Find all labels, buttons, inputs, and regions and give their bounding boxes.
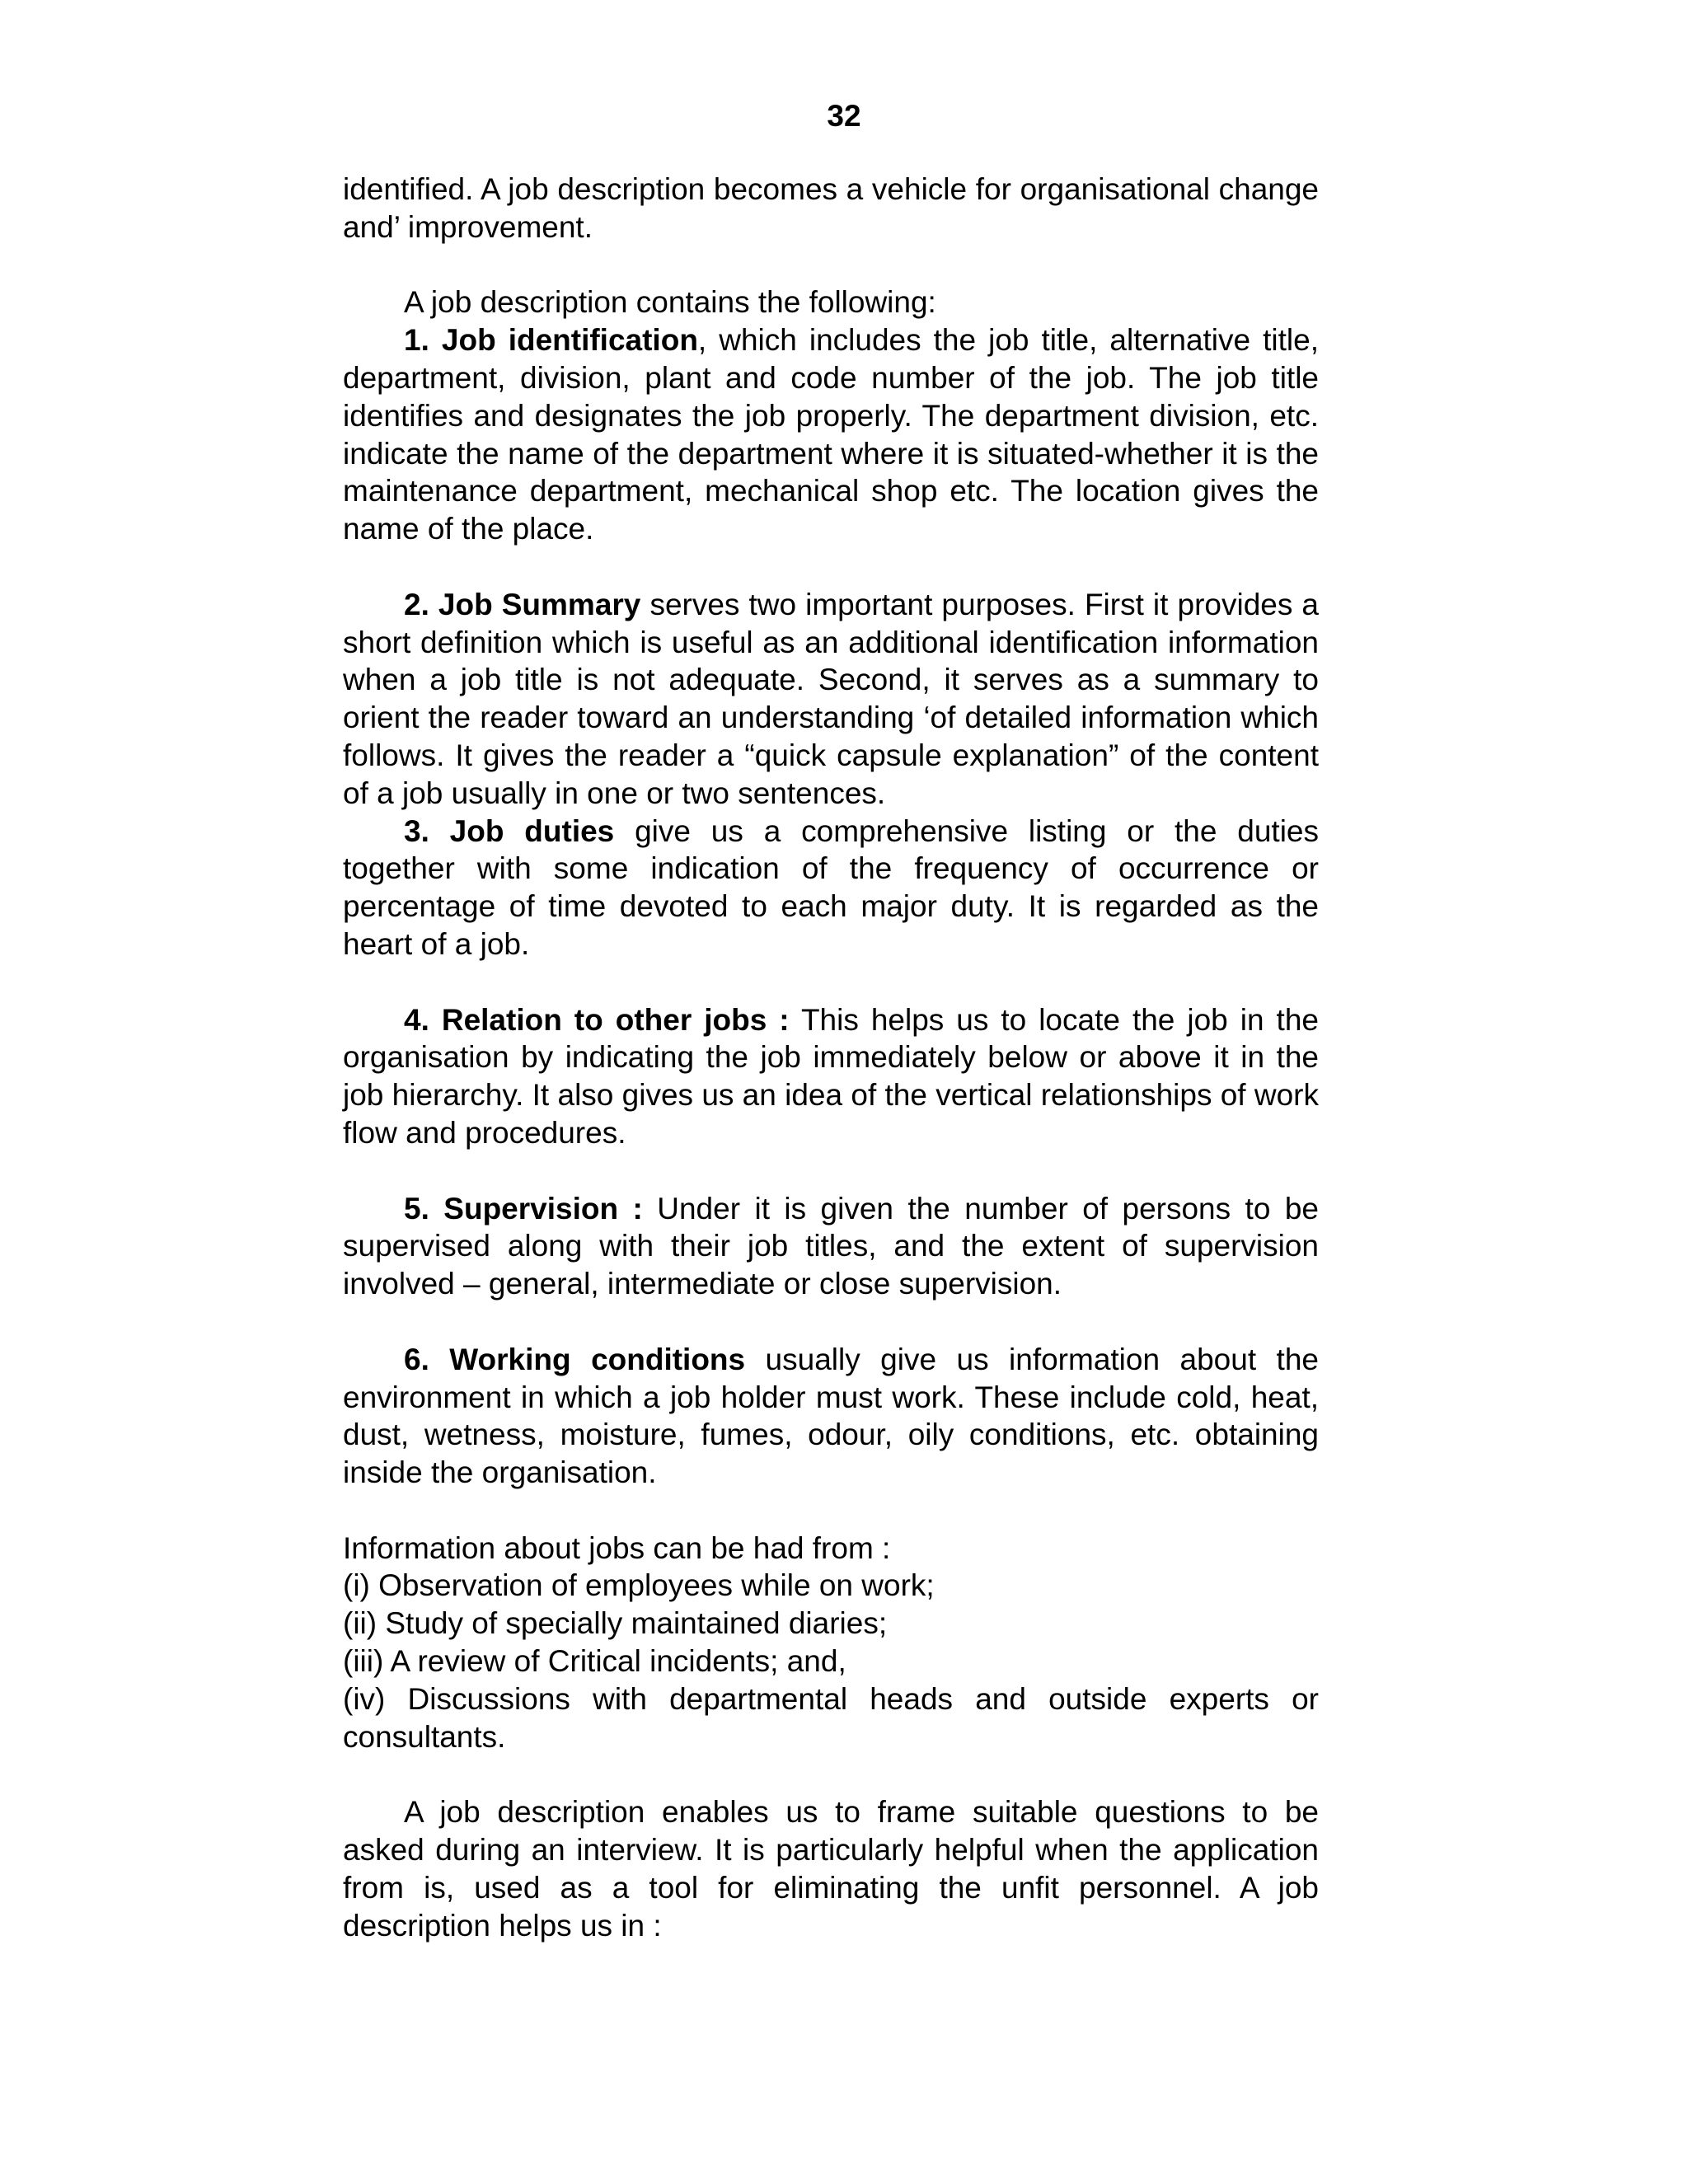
item-relation-to-other-jobs — [343, 1001, 1319, 1152]
paragraph-gap — [343, 1152, 1319, 1190]
item-text: This helps us to locate the job in the organisation by indicating the job immediately below or above it in the job hierarchy. It also gives us an idea of the vertical relationships of work flow and procedures. — [343, 1002, 1319, 1150]
paragraph-gap — [343, 1492, 1319, 1530]
item-job-identification — [343, 321, 1319, 548]
paragraph-contents-intro: A job description contains the following: — [404, 285, 936, 320]
paragraph-gap — [343, 1303, 1319, 1341]
item-supervision — [343, 1190, 1319, 1303]
paragraph-closing: A job description enables us to frame suitable questions to be asked during an interview. It is particularly helpful when the application from is, used as a tool for eliminating the unfit personnel. A job description helps us in : — [343, 1795, 1319, 1943]
item-working-conditions — [343, 1341, 1319, 1492]
item-heading: 6. Working conditions — [404, 1342, 746, 1376]
paragraph-gap — [343, 548, 1319, 586]
item-text: , which includes the job title, alternative title, department, division, plant and code number of the job. The job title identifies and designates the job properly. The department division, etc. indicate the name of the department where it is situated-whether it is the maintenance department, mechanical shop etc. The location gives the name of the place. — [343, 323, 1319, 546]
sources-intro: Information about jobs can be had from : — [343, 1530, 891, 1565]
item-heading: 1. Job identification — [404, 323, 698, 358]
page-body — [343, 171, 1319, 1944]
paragraph-gap — [343, 1755, 1319, 1793]
paragraph-gap — [343, 246, 1319, 284]
sources-list-item: (iii) A review of Critical incidents; and, — [343, 1644, 846, 1679]
paragraph-gap — [343, 963, 1319, 1001]
item-job-duties — [343, 813, 1319, 963]
paragraph-intro-continuation: identified. A job description becomes a vehicle for organisational change and’ improvement. — [343, 172, 1319, 244]
item-text: Under it is given the number of persons to be supervised along with their job titles, and the extent of supervision involved – general, intermediate or close supervision. — [343, 1191, 1320, 1301]
item-heading: 5. Supervision : — [404, 1191, 643, 1226]
page-number: 32 — [827, 99, 861, 133]
item-job-summary — [343, 586, 1319, 813]
sources-list-item: (i) Observation of employees while on work; — [343, 1568, 935, 1603]
item-text: serves two important purposes. First it provides a short definition which is useful as an additional identification information when a job title is not adequate. Second, it serves as a summary to orient the reader toward an understanding ‘of detailed information which follows. It gives the reader a “quick capsule explanation” of the content of a job usually in one or two sentences. — [343, 587, 1319, 810]
sources-list-item: (ii) Study of specially maintained diaries; — [343, 1606, 888, 1641]
sources-list-item: (iv) Discussions with departmental heads and outside experts or consultants. — [343, 1681, 1319, 1754]
item-heading: 3. Job duties — [404, 813, 615, 848]
item-text: usually give us information about the environment in which a job holder must work. These include cold, heat, dust, wetness, moisture, fumes, odour, oily conditions, etc. obtaining inside the organisation. — [343, 1342, 1319, 1490]
item-heading: 2. Job Summary — [404, 587, 641, 621]
item-text: give us a comprehensive listing or the duties together with some indication of the frequency of occurrence or percentage of time devoted to each major duty. It is regarded as the heart of a job. — [343, 813, 1320, 961]
item-heading: 4. Relation to other jobs : — [404, 1002, 790, 1037]
